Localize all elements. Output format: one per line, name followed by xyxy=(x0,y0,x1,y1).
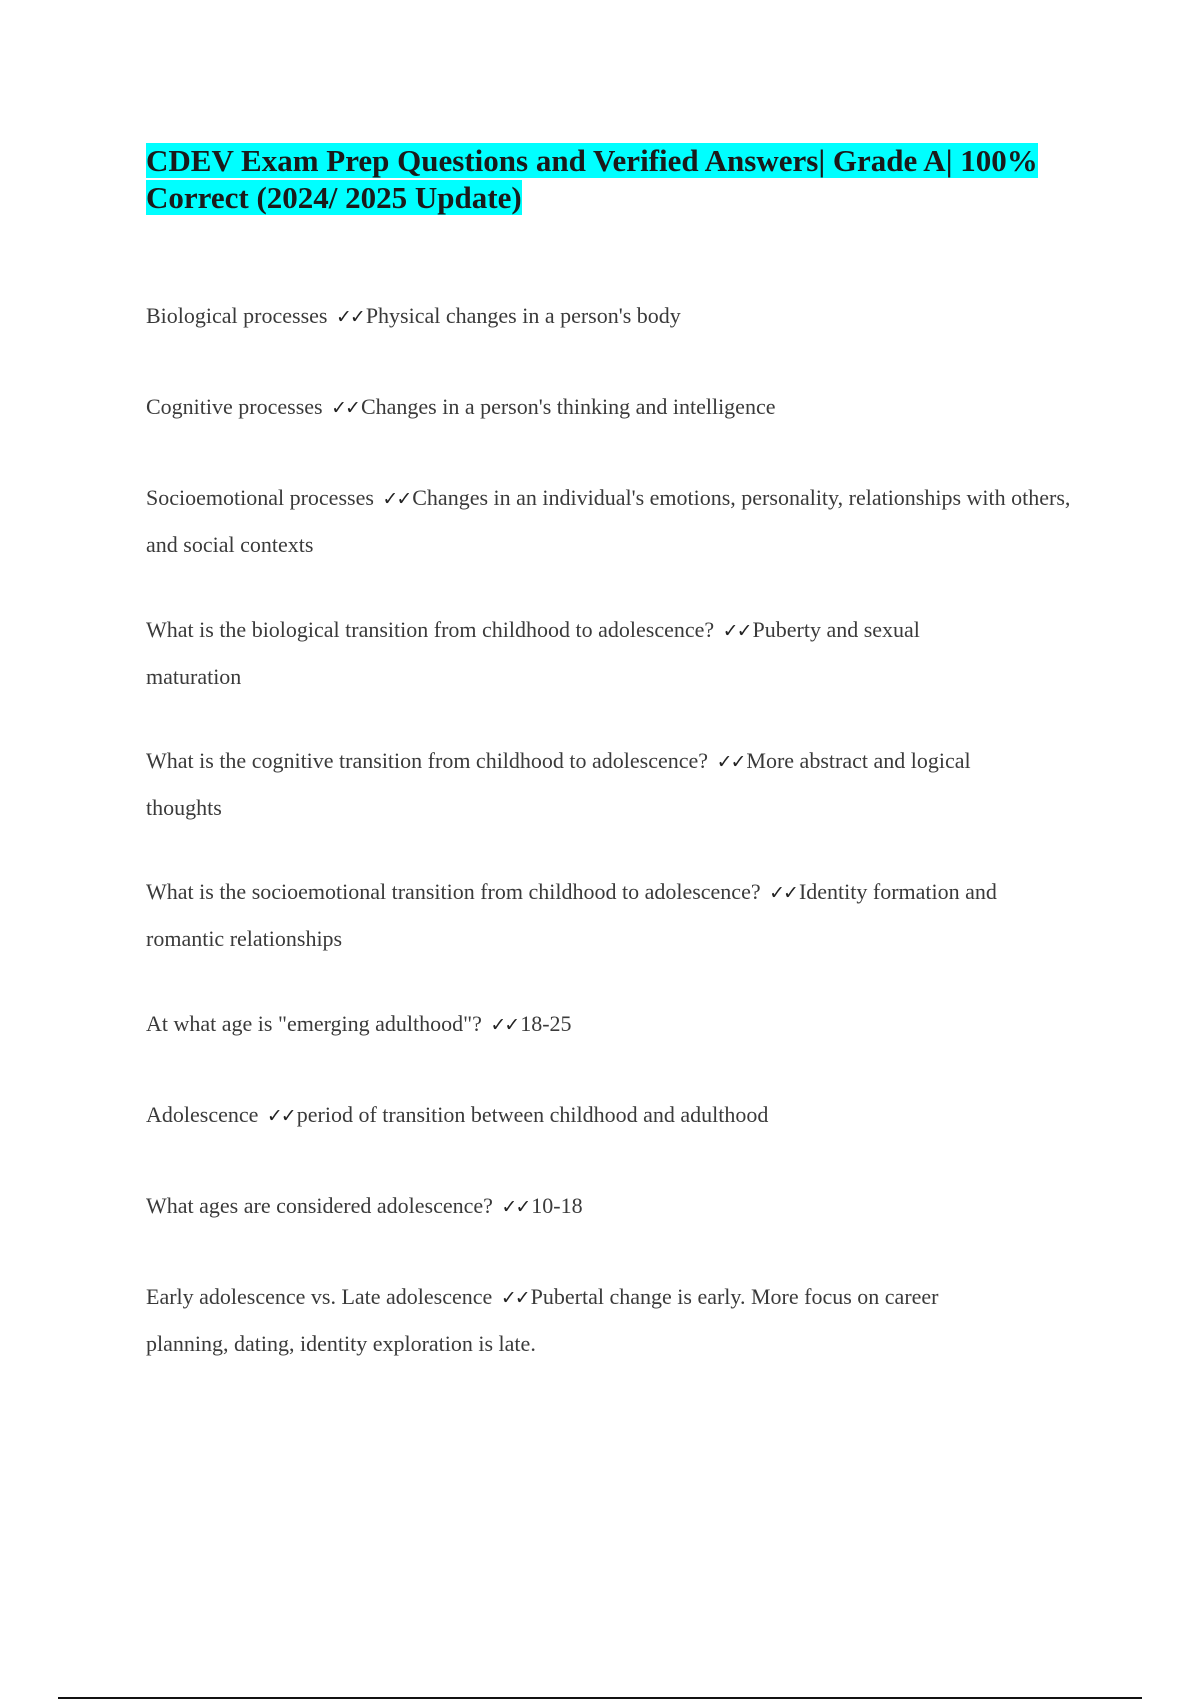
answer-text: Pubertal change is early. More focus on career planning, dating, identity exploration is late. xyxy=(146,1284,939,1356)
question-text: What is the biological transition from childhood to adolescence? xyxy=(146,617,715,642)
answer-text: period of transition between childhood and adulthood xyxy=(296,1102,769,1127)
qa-item xyxy=(146,607,946,700)
question-text: Biological processes xyxy=(146,303,328,328)
check-icon: ✓✓ xyxy=(769,882,797,904)
check-icon: ✓✓ xyxy=(716,751,745,773)
answer-text: 18-25 xyxy=(520,1011,572,1036)
answer-text: 10-18 xyxy=(531,1193,583,1218)
question-text: What is the cognitive transition from childhood to adolescence? xyxy=(146,748,709,773)
check-icon: ✓✓ xyxy=(722,620,751,642)
qa-item xyxy=(146,738,986,831)
page-bottom-rule xyxy=(58,1697,1142,1699)
check-icon: ✓✓ xyxy=(335,306,364,328)
answer-text: Changes in an individual's emotions, personality, relationships with others, and social contexts xyxy=(146,485,1071,557)
question-text: Socioemotional processes xyxy=(146,485,374,510)
answer-text: Physical changes in a person's body xyxy=(365,303,681,328)
qa-item xyxy=(146,1001,1066,1048)
question-text: At what age is "emerging adulthood"? xyxy=(146,1011,482,1036)
page-title xyxy=(146,142,1086,216)
answer-text: Puberty and sexual maturation xyxy=(146,617,920,689)
title-highlight: CDEV Exam Prep Questions and Verified Answers| Grade A| 100% Correct (2024/ 2025 Update) xyxy=(146,143,1038,215)
answer-text: Identity formation and romantic relationships xyxy=(146,879,997,951)
answer-text: Changes in a person's thinking and intelligence xyxy=(360,394,776,419)
question-text: Adolescence xyxy=(146,1102,259,1127)
answer-text: More abstract and logical thoughts xyxy=(146,748,971,820)
check-icon: ✓✓ xyxy=(490,1014,519,1036)
qa-item xyxy=(146,869,1056,962)
check-icon: ✓✓ xyxy=(501,1196,530,1218)
qa-item xyxy=(146,475,1076,568)
qa-item xyxy=(146,1092,1066,1139)
qa-item xyxy=(146,1274,971,1367)
question-text: What is the socioemotional transition from childhood to adolescence? xyxy=(146,879,761,904)
qa-item xyxy=(146,293,1066,340)
qa-item xyxy=(146,384,1066,431)
check-icon: ✓✓ xyxy=(266,1105,295,1127)
check-icon: ✓✓ xyxy=(500,1287,529,1309)
question-text: Early adolescence vs. Late adolescence xyxy=(146,1284,493,1309)
question-text: What ages are considered adolescence? xyxy=(146,1193,493,1218)
question-text: Cognitive processes xyxy=(146,394,323,419)
check-icon: ✓✓ xyxy=(331,397,359,419)
check-icon: ✓✓ xyxy=(382,488,411,510)
qa-item xyxy=(146,1183,1066,1230)
